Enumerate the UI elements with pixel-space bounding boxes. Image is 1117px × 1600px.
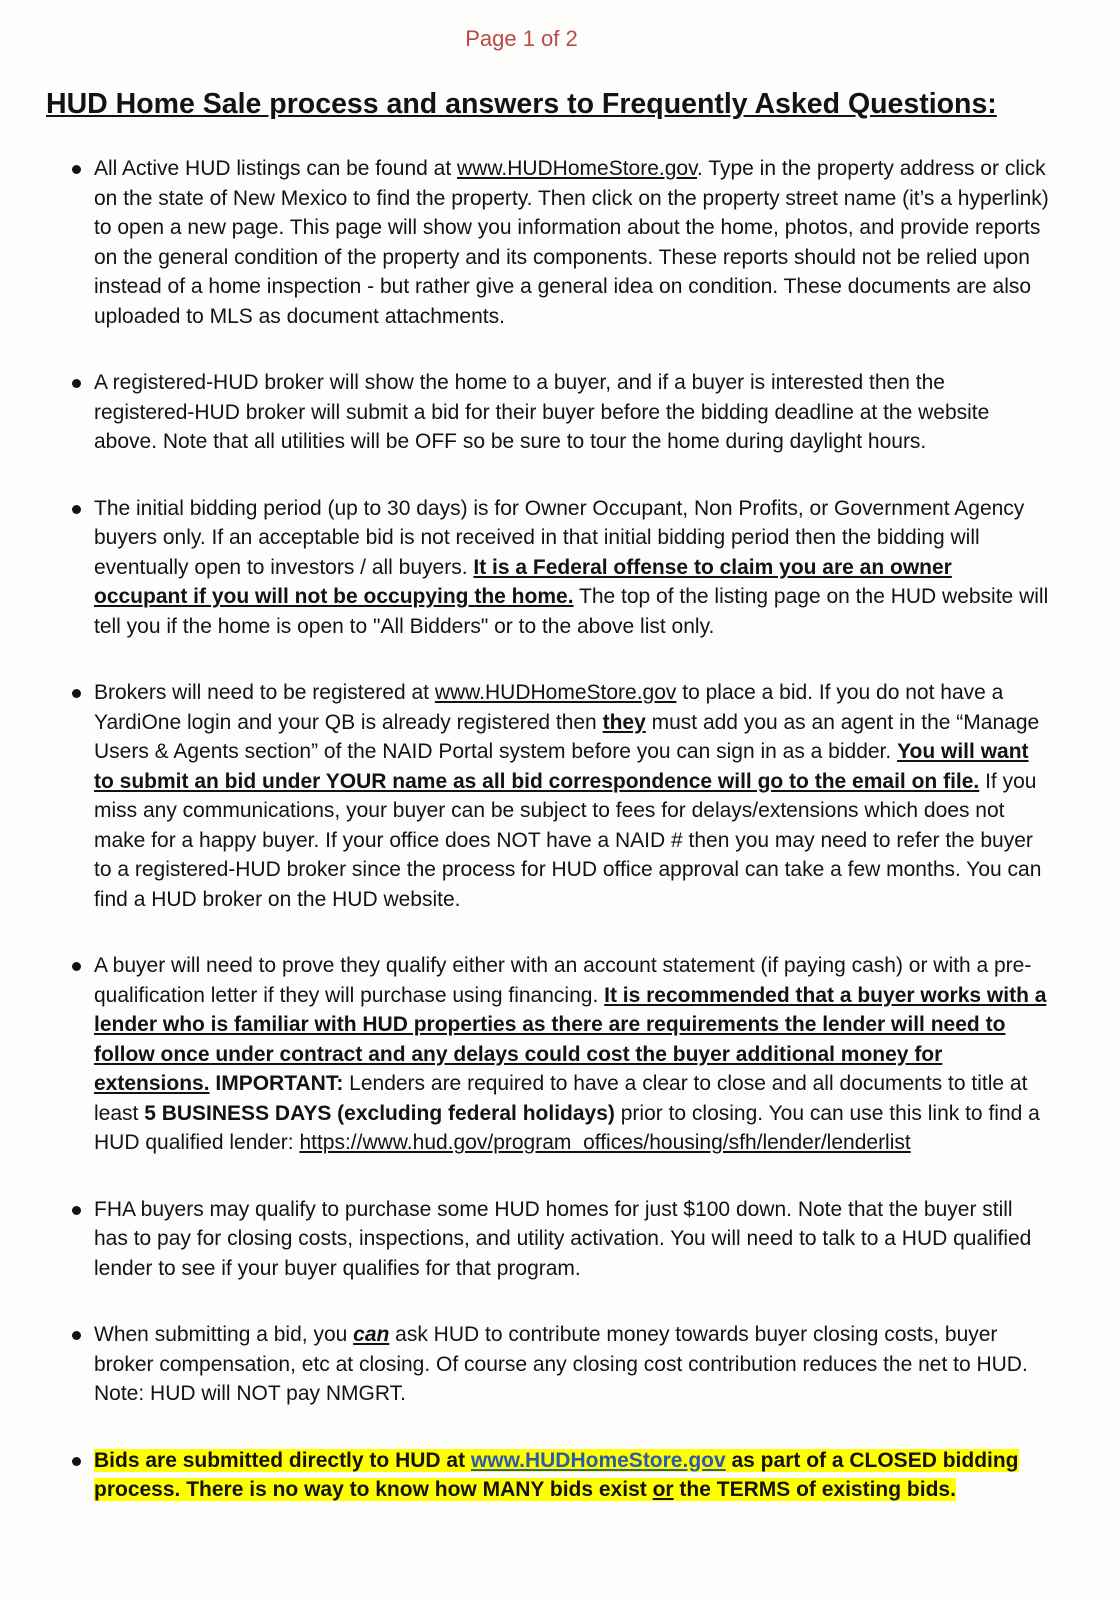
text-segment: The top of the listing page on the HUD website will tell you if the home is open to "All Bidders" or to the above list only. bbox=[94, 585, 1049, 638]
hyperlink[interactable]: www.HUDHomeStore.gov bbox=[457, 157, 698, 180]
document-title: HUD Home Sale process and answers to Frequently Asked Questions: bbox=[46, 88, 997, 120]
text-segment: You will want to submit an bid under YOUR name as all bid correspondence will go to the email on file. bbox=[94, 740, 1029, 793]
faq-bullet bbox=[72, 154, 1050, 331]
text-segment: 5 BUSINESS DAYS (excluding federal holidays) bbox=[144, 1101, 615, 1125]
text-segment: A registered-HUD broker will show the home to a buyer, and if a buyer is interested then the registered-HUD broker will submit a bid for their buyer before the bidding deadline at the website above. Note that all utilities will be OFF so be sure to tour the home during daylight hours. bbox=[94, 371, 990, 453]
hyperlink[interactable]: www.HUDHomeStore.gov bbox=[434, 681, 677, 704]
text-segment: prior to closing. You can use this link to find a HUD qualified lender: bbox=[94, 1101, 1040, 1154]
text-segment: When submitting a bid, you bbox=[94, 1323, 354, 1346]
text-segment: The initial bidding period (up to 30 days) is for Owner Occupant, Non Profits, or Government Agency buyers only. If an acceptable bid is not received in that initial bidding period then the bidding will eventually open to investors / all buyers. bbox=[94, 496, 1025, 579]
text-segment: they bbox=[602, 710, 646, 734]
text-segment: to place a bid. If you do not have a YardiOne login and your QB is already registered then bbox=[94, 681, 1004, 734]
text-segment: IMPORTANT: bbox=[215, 1072, 344, 1095]
text-segment: or bbox=[652, 1478, 674, 1501]
text-segment: must add you as an agent in the “Manage Users & Agents section” of the NAID Portal system before you can sign in as a bidder. bbox=[94, 710, 1040, 763]
faq-bullet bbox=[72, 678, 1050, 914]
text-segment: If you miss any communications, your buyer can be subject to fees for delays/extensions which does not make for a happy buyer. If your office does NOT have a NAID # then you may need to refer the buyer to a registered-HUD broker since the process for HUD office approval can take a few months. You can find a HUD broker on the HUD website. bbox=[94, 769, 1042, 911]
faq-bullet bbox=[72, 494, 1050, 642]
text-segment: ask HUD to contribute money towards buyer closing costs, buyer broker compensation, etc at closing. Of course any closing cost contribution reduces the net to HUD. Note: HUD will NOT pay NMGRT. bbox=[94, 1323, 1028, 1405]
text-segment: Bids are submitted directly to HUD at bbox=[94, 1448, 471, 1472]
hyperlink[interactable]: https://www.hud.gov/program_offices/housing/sfh/lender/lenderlist bbox=[299, 1131, 911, 1154]
faq-bullet bbox=[72, 951, 1050, 1158]
faq-bullet bbox=[72, 1446, 1050, 1505]
text-segment: Lenders are required to have a clear to close and all documents to title at least bbox=[94, 1072, 1028, 1125]
text-segment: . Type in the property address or click on the state of New Mexico to find the property. Then click on the property street name (it’s a hyperlink) to open a new page. This page will show you information about the home, photos, and provide reports on the general condition of the property and its components. These reports should not be relied upon instead of a home inspection - but rather give a general idea on condition. These documents are also uploaded to MLS as document attachments. bbox=[94, 157, 1049, 328]
text-segment: All Active HUD listings can be found at bbox=[94, 157, 458, 180]
text-segment: FHA buyers may qualify to purchase some HUD homes for just $100 down. Note that the buyer still has to pay for closing costs, inspections, and utility activation. You will need to talk to a HUD qualified lender to see if your buyer qualifies for that program. bbox=[94, 1197, 1032, 1280]
page-number: Page 1 of 2 bbox=[465, 26, 578, 51]
text-segment: as part of a CLOSED bidding process. There is no way to know how MANY bids exist bbox=[94, 1448, 1019, 1501]
text-segment: It is recommended that a buyer works with a lender who is familiar with HUD properties as there are requirements the lender will need to follow once under contract and any delays could cost the buyer additional money for extensions. bbox=[94, 983, 1047, 1095]
text-segment: A buyer will need to prove they qualify either with an account statement (if paying cash) or with a pre-qualification letter if they will purchase using financing. bbox=[94, 954, 1032, 1007]
faq-bullet bbox=[72, 368, 1050, 457]
text-segment: can bbox=[353, 1323, 390, 1346]
faq-bullet bbox=[72, 1195, 1050, 1284]
text-segment: the TERMS of existing bids. bbox=[673, 1478, 956, 1501]
text-segment: It is a Federal offense to claim you are an owner occupant if you will not be occupying the home. bbox=[94, 555, 952, 608]
text-segment: Brokers will need to be registered at bbox=[94, 681, 435, 704]
hyperlink[interactable]: www.HUDHomeStore.gov bbox=[470, 1448, 726, 1472]
faq-bullet bbox=[72, 1320, 1050, 1409]
faq-bullet-list bbox=[46, 154, 1057, 1505]
